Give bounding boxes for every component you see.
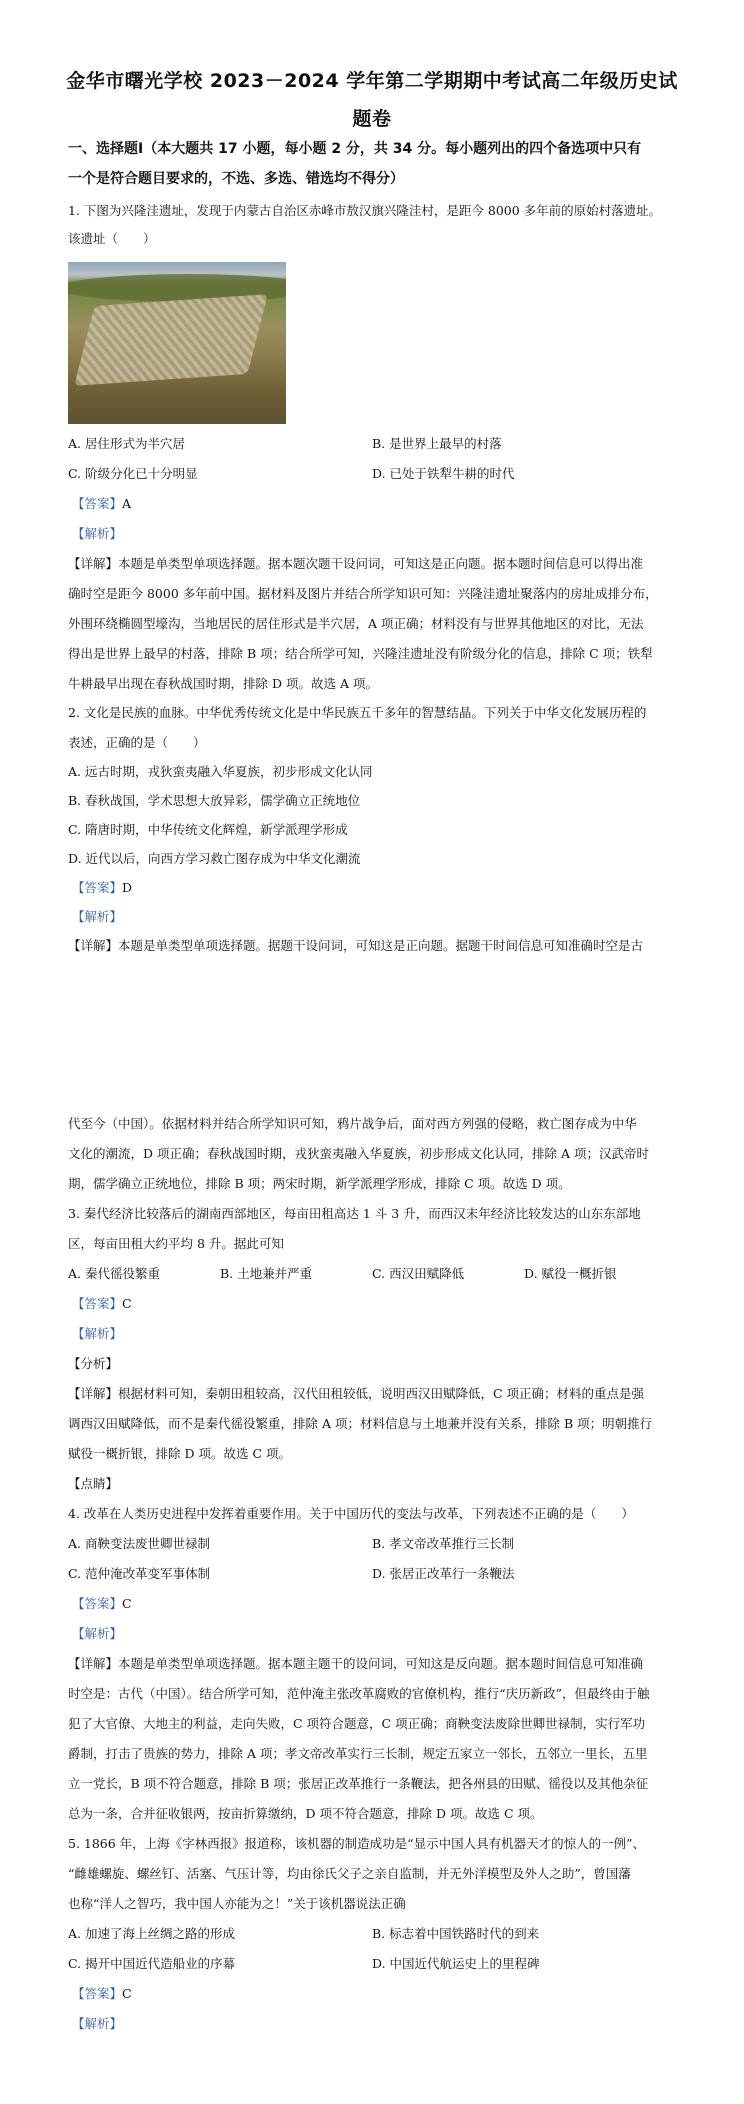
q5-stem-line3: 也称“洋人之智巧，我中国人亦能为之！”关于该机器说法正确 (68, 1896, 406, 1911)
page-title: 金华市曙光学校 2023－2024 学年第二学期期中考试高二年级历史试 (66, 70, 678, 92)
q3-stem-line2: 区，每亩田租大约平均 8 升。据此可知 (68, 1236, 284, 1251)
q2-option-d: D. 近代以后，向西方学习救亡图存成为中华文化潮流 (68, 851, 361, 866)
q4-detail-line: 爵制，打击了贵族的势力，排除 A 项；孝文帝改革实行三长制，规定五家立一邻长，五邻立一里长，五里 (68, 1746, 648, 1761)
q2-detail (68, 936, 688, 954)
answer-label: 【答案】 (72, 1986, 123, 2001)
detail-text: 根据材料可知，秦朝田租较高，汉代田租较低，说明西汉田赋降低，C 项正确；材料的重点是强 (118, 1386, 645, 1401)
q5-stem: 5. 1866 年，上海《字林西报》报道称，该机器的制造成功是“显示中国人具有机器天才的惊人的一例”、 (68, 1836, 645, 1851)
answer-label: 【答案】 (72, 496, 123, 511)
q4-detail (68, 1654, 688, 1672)
q2-stem: 2. 文化是民族的血脉。中华优秀传统文化是中华民族五千多年的智慧结晶。下列关于中华文化发展历程的 (68, 705, 647, 720)
q1-stem: 1. 下图为兴隆洼遗址，发现于内蒙古自治区赤峰市敖汉旗兴隆洼村，是距今 8000 多年前的原始村落遗址。 (68, 203, 662, 218)
answer-value: A (122, 496, 132, 511)
detail-text: 本题是单类型单项选择题。据本题主题干的设问词，可知这是反向题。据本题时间信息可知准确 (118, 1656, 644, 1671)
q5-answer (72, 1984, 132, 2002)
q1-detail-line: 牛耕最早出现在春秋战国时期，排除 D 项。故选 A 项。 (68, 676, 378, 691)
q2-detail-line: 代至今（中国）。依据材料并结合所学知识可知，鸦片战争后，面对西方列强的侵略，救亡图存成为中华 (68, 1116, 637, 1131)
q1-site-photo (68, 262, 286, 424)
q4-option-a: A. 商鞅变法废世卿世禄制 (68, 1536, 210, 1551)
q4-detail-line: 犯了大官僚、大地主的利益，走向失败，C 项符合题意，C 项正确；商鞅变法废除世卿世禄制，实行军功 (68, 1716, 646, 1731)
answer-value: D (122, 880, 133, 895)
detail-text: 本题是单类型单项选择题。据题干设问词，可知这是正向题。据题干时间信息可知准确时空是古 (118, 938, 644, 953)
photo-site (74, 294, 268, 386)
q5-stem-line2: “雌雄螺旋、螺丝钉、活塞、气压计等，均由徐氏父子之亲自监制，并无外洋模型及外人之助”，曾国藩 (68, 1866, 631, 1881)
q1-detail (68, 554, 688, 572)
q1-answer (72, 494, 131, 512)
q5-option-b: B. 标志着中国铁路时代的到来 (372, 1926, 540, 1941)
q2-analysis-label: 【解析】 (72, 909, 123, 924)
q5-option-a: A. 加速了海上丝绸之路的形成 (68, 1926, 235, 1941)
q4-option-c: C. 范仲淹改革变军事体制 (68, 1566, 211, 1581)
detail-label: 【详解】 (68, 1656, 119, 1671)
q2-stem-line2: 表述，正确的是（ ） (68, 735, 206, 750)
q4-analysis-label: 【解析】 (72, 1626, 123, 1641)
answer-value: C (122, 1986, 132, 2001)
q3-detail-line: 赋役一概折银，排除 D 项。故选 C 项。 (68, 1446, 291, 1461)
q1-option-c: C. 阶级分化已十分明显 (68, 466, 198, 481)
q1-stem-line2: 该遗址（ ） (68, 231, 156, 246)
q2-detail-line: 文化的潮流，D 项正确；春秋战国时期，戎狄蛮夷融入华夏族，初步形成文化认同，排除 A 项；汉武帝时 (68, 1146, 649, 1161)
q3-answer (72, 1294, 132, 1312)
q5-analysis-label: 【解析】 (72, 2016, 123, 2031)
q3-detail-line: 调西汉田赋降低，而不是秦代徭役繁重，排除 A 项；材料信息与土地兼并没有关系，排除 B 项；明朝推行 (68, 1416, 653, 1431)
q4-detail-line: 时空是：古代（中国）。结合所学可知，范仲淹主张改革腐败的官僚机构，推行“庆历新政”，但最终由于触 (68, 1686, 650, 1701)
page-title-line2: 题卷 (352, 108, 392, 130)
answer-label: 【答案】 (72, 1596, 123, 1611)
q4-detail-line: 总为一条，合并征收银两，按亩折算缴纳，D 项不符合题意，排除 D 项。故选 C 项。 (68, 1806, 543, 1821)
q5-option-d: D. 中国近代航运史上的里程碑 (372, 1956, 540, 1971)
q2-detail-line: 期，儒学确立正统地位，排除 B 项；两宋时期，新学派理学形成，排除 C 项。故选 D 项。 (68, 1176, 571, 1191)
q3-stem: 3. 秦代经济比较落后的湖南西部地区，每亩田租高达 1 斗 3 升，而西汉末年经济比较发达的山东东部地 (68, 1206, 641, 1221)
answer-label: 【答案】 (72, 1296, 123, 1311)
q3-option-a: A. 秦代徭役繁重 (68, 1266, 160, 1281)
q4-answer (72, 1594, 132, 1612)
q4-stem: 4. 改革在人类历史进程中发挥着重要作用。关于中国历代的变法与改革，下列表述不正确的是（ ） (68, 1506, 634, 1521)
q2-option-c: C. 隋唐时期，中华传统文化辉煌，新学派理学形成 (68, 822, 348, 837)
q1-analysis-label: 【解析】 (72, 526, 123, 541)
q1-detail-line: 外围环绕椭圆型壕沟，当地居民的居住形式是半穴居，A 项正确；材料没有与世界其他地区的对比，无法 (68, 616, 644, 631)
answer-label: 【答案】 (72, 880, 123, 895)
q4-option-b: B. 孝文帝改革推行三长制 (372, 1536, 515, 1551)
q2-option-b: B. 春秋战国，学术思想大放异彩，儒学确立正统地位 (68, 793, 361, 808)
section-header: 一、选择题Ⅰ（本大题共 17 小题，每小题 2 分，共 34 分。每小题列出的四个备选项中只有 (68, 141, 642, 157)
q1-option-d: D. 已处于铁犁牛耕的时代 (372, 466, 515, 481)
detail-label: 【详解】 (68, 938, 119, 953)
q2-answer (72, 878, 132, 896)
q3-detail (68, 1384, 688, 1402)
q3-option-c: C. 西汉田赋降低 (372, 1266, 465, 1281)
detail-label: 【详解】 (68, 1386, 119, 1401)
q3-dianjing-label: 【点睛】 (68, 1476, 119, 1491)
q1-detail-line: 得出是世界上最早的村落，排除 B 项；结合所学可知，兴隆洼遗址没有阶级分化的信息，排除 C 项；铁犁 (68, 646, 653, 661)
q3-option-b: B. 土地兼并严重 (220, 1266, 313, 1281)
detail-label: 【详解】 (68, 556, 119, 571)
q4-option-d: D. 张居正改革行一条鞭法 (372, 1566, 515, 1581)
q1-option-b: B. 是世界上最早的村落 (372, 436, 502, 451)
q3-fenxi-label: 【分析】 (68, 1356, 119, 1371)
answer-value: C (122, 1596, 132, 1611)
q2-option-a: A. 远古时期，戎狄蛮夷融入华夏族，初步形成文化认同 (68, 764, 373, 779)
q4-detail-line: 立一党长，B 项不符合题意，排除 B 项；张居正改革推行一条鞭法，把各州县的田赋、徭役以及其他杂征 (68, 1776, 649, 1791)
q3-analysis-label: 【解析】 (72, 1326, 123, 1341)
q3-option-d: D. 赋役一概折银 (524, 1266, 617, 1281)
section-header-line2: 一个是符合题目要求的，不选、多选、错选均不得分） (68, 171, 404, 187)
q1-option-a: A. 居住形式为半穴居 (68, 436, 185, 451)
detail-text: 本题是单类型单项选择题。据本题次题干设问词，可知这是正向题。据本题时间信息可以得出准 (118, 556, 644, 571)
q5-option-c: C. 揭开中国近代造船业的序幕 (68, 1956, 236, 1971)
q1-detail-line: 确时空是距今 8000 多年前中国。据材料及图片并结合所学知识可知：兴隆洼遗址聚落内的房址成排分布， (68, 586, 658, 601)
answer-value: C (122, 1296, 132, 1311)
